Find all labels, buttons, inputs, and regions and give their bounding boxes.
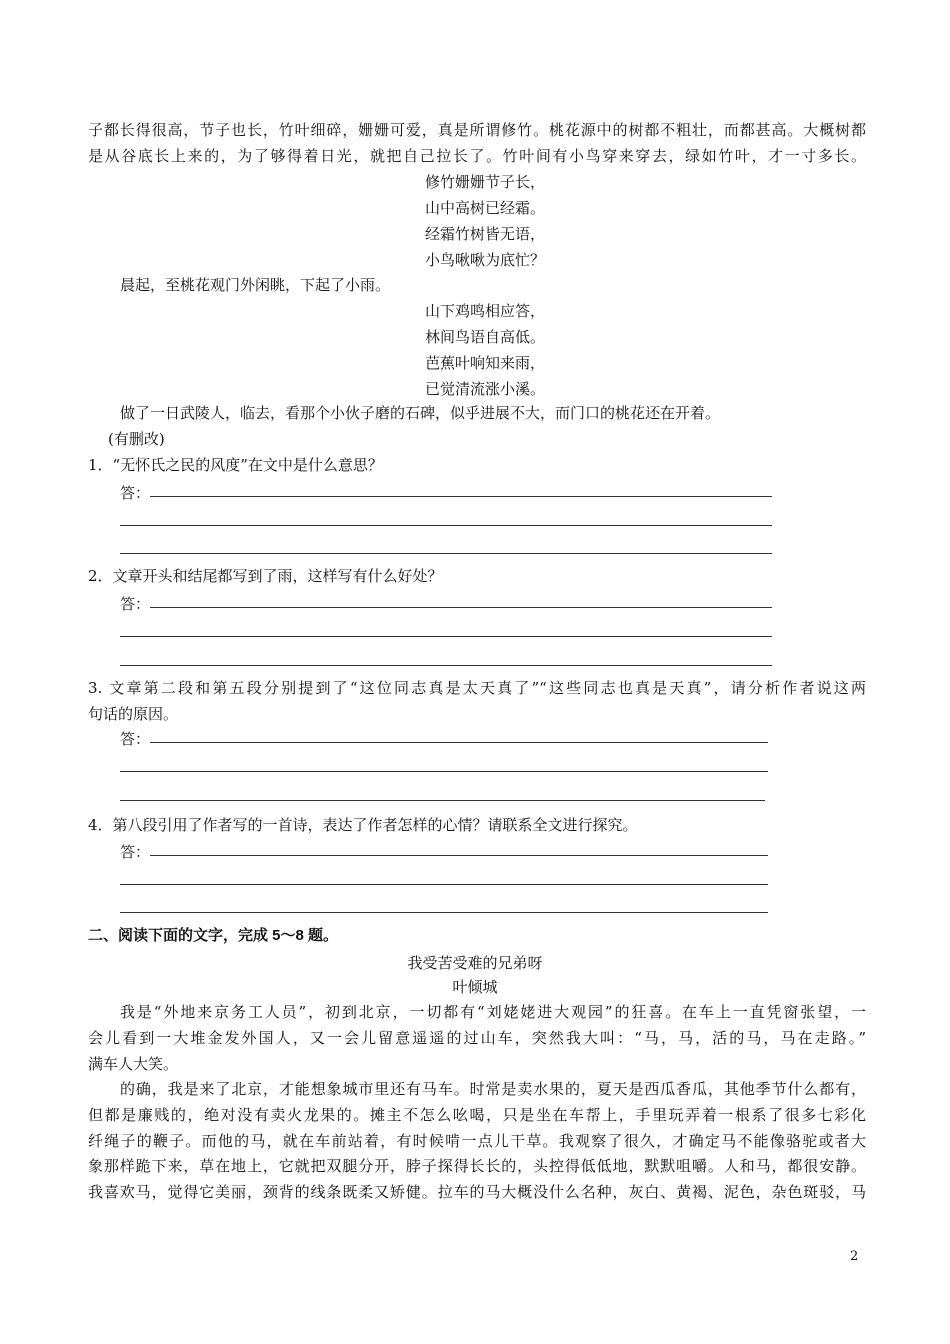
paragraph-line: 我是“外地来京务工人员”，初到北京，一切都有“刘姥姥进大观园”的狂喜。在车上一直凭窗张望，一 [120, 1003, 866, 1021]
paragraph-line: 的确，我是来了北京，才能想象城市里还有马车。时常是卖水果的，夏天是西瓜香瓜，其他季节什么都有， [120, 1080, 866, 1098]
section-heading: 二、阅读下面的文字，完成 5～8 题。 [88, 927, 339, 944]
paragraph-line: 是从谷底长上来的，为了够得着日光，就把自己拉长了。竹叶间有小鸟穿来穿去，绿如竹叶，才一寸多长。 [88, 147, 866, 165]
answer-label: 答： [120, 843, 151, 861]
answer-line[interactable] [120, 525, 772, 526]
question-2: 2．文章开头和结尾都写到了雨，这样写有什么好处？ [88, 567, 443, 585]
answer-line[interactable] [120, 636, 772, 637]
answer-label: 答： [120, 730, 151, 748]
poem-line: 经霜竹树皆无语， [425, 225, 546, 243]
paragraph-line: 纤绳子的鞭子。而他的马，就在车前站着，有时候啃一点儿干草。我观察了很久，才确定马不能像骆驼或者大 [88, 1132, 866, 1150]
poem-line: 山下鸡鸣相应答， [425, 302, 546, 320]
answer-line[interactable] [150, 607, 772, 608]
answer-line[interactable] [120, 553, 772, 554]
paragraph-line: 会儿看到一大堆金发外国人，又一会儿留意遥遥的过山车，突然我大叫：“马，马，活的马，马在走路。” [88, 1029, 866, 1047]
answer-label: 答： [120, 595, 151, 613]
paragraph-line: 满车人大笑。 [88, 1055, 179, 1073]
article-title: 我受苦受难的兄弟呀 [407, 954, 543, 972]
source-note: (有删改) [108, 430, 165, 448]
question-3-line: 3. 文章第二段和第五段分别提到了“这位同志真是太天真了”“这些同志也真是天真”，请分析作者说这两 [88, 679, 866, 697]
poem-line: 林间鸟语自高低。 [425, 328, 546, 346]
article-author: 叶倾城 [452, 978, 498, 996]
question-3-line: 句话的原因。 [88, 705, 179, 723]
paragraph-line: 但都是廉贱的，绝对没有卖火龙果的。摊主不怎么吆喝，只是坐在车帮上，手里玩弄着一根系了很多七彩化 [88, 1106, 866, 1124]
morning-sentence: 晨起，至桃花观门外闲眺，下起了小雨。 [120, 276, 391, 294]
poem-line: 修竹姗姗节子长， [425, 173, 546, 191]
answer-line[interactable] [150, 496, 772, 497]
poem-line: 已觉清流涨小溪。 [425, 380, 546, 398]
paragraph-line: 我喜欢马，觉得它美丽，颈背的线条既柔又矫健。拉车的马大概没什么名种，灰白、黄褐、泥色，杂色斑驳，马 [88, 1183, 866, 1201]
answer-line[interactable] [150, 855, 768, 856]
answer-line[interactable] [120, 884, 768, 885]
question-1: 1．“无怀氏之民的风度”在文中是什么意思？ [88, 456, 383, 474]
answer-label: 答： [120, 484, 151, 502]
paragraph-line: 子都长得很高，节子也长，竹叶细碎，姗姗可爱，真是所谓修竹。桃花源中的树都不粗壮，而都甚高。大概树都 [88, 121, 866, 139]
answer-line[interactable] [150, 742, 768, 743]
closing-paragraph: 做了一日武陵人，临去，看那个小伙子磨的石碑，似乎进展不大，而门口的桃花还在开着。 [120, 404, 721, 422]
paragraph-line: 象那样跪下来，草在地上，它就把双腿分开，脖子探得长长的，头控得低低地，默默咀嚼。人和马，都很安静。 [88, 1157, 866, 1175]
answer-line[interactable] [120, 665, 772, 666]
poem-line: 山中高树已经霜。 [425, 199, 546, 217]
answer-line[interactable] [120, 800, 765, 801]
poem-line: 芭蕉叶响知来雨， [425, 354, 546, 372]
answer-line[interactable] [120, 771, 768, 772]
answer-line[interactable] [120, 912, 768, 913]
page-number: 2 [850, 1249, 859, 1264]
question-4: 4．第八段引用了作者写的一首诗，表达了作者怎样的心情？请联系全文进行探究。 [88, 816, 638, 834]
poem-line: 小鸟啾啾为底忙？ [425, 251, 546, 269]
